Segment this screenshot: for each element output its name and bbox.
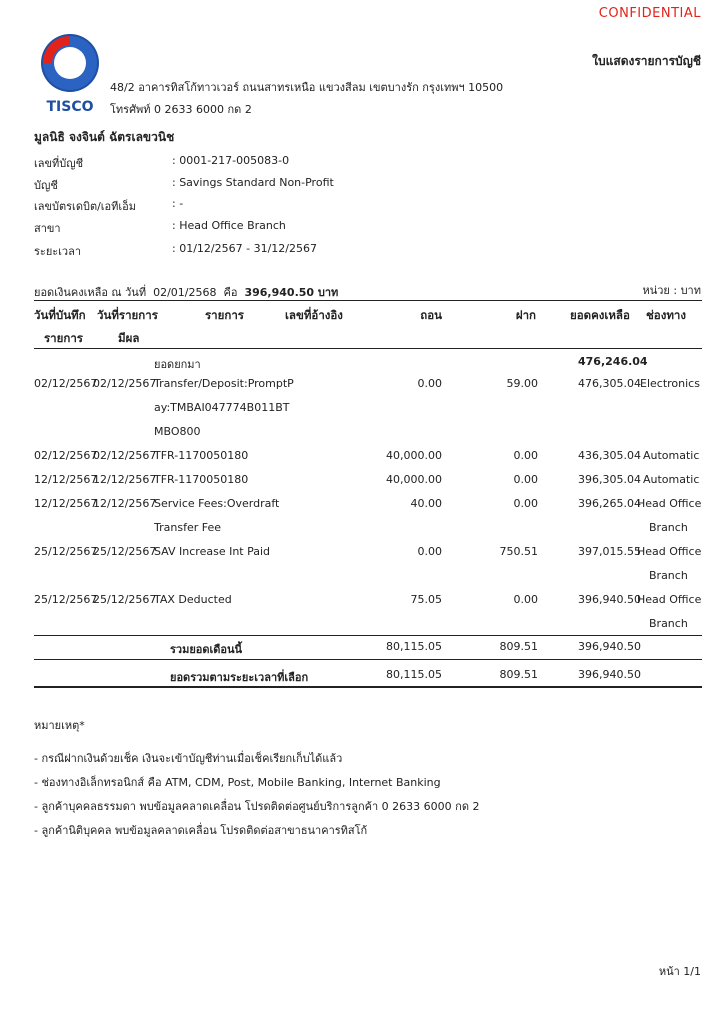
balance-is: คือ: [223, 286, 238, 299]
account-number-label: เลขที่บัญชี: [34, 157, 84, 170]
table-row-record-date: 25/12/2567: [34, 545, 98, 558]
table-row-effective-date: 25/12/2567: [93, 545, 157, 558]
table-row-effective-date: 12/12/2567: [93, 473, 157, 486]
period-total-deposit: 809.51: [499, 668, 538, 681]
header-reference: เลขที่อ้างอิง: [285, 308, 343, 322]
period-label: ระยะเวลา: [34, 245, 82, 258]
table-row-withdraw: 40,000.00: [386, 449, 442, 462]
tisco-logo: [38, 33, 102, 117]
table-row-balance: 396,265.04: [578, 497, 641, 510]
table-row-balance: 396,940.50: [578, 593, 641, 606]
branch-value: : Head Office Branch: [172, 219, 286, 232]
balance-date: 02/01/2568: [153, 286, 217, 299]
table-row-record-date: 02/12/2567: [34, 377, 98, 390]
table-row-channel: Electronics: [640, 377, 700, 390]
balance-prefix: ยอดเงินคงเหลือ ณ วันที่: [34, 286, 147, 299]
debit-card-value: : -: [172, 197, 184, 210]
table-row-deposit: 0.00: [513, 497, 538, 510]
table-row-deposit: 0.00: [513, 473, 538, 486]
header-deposit: ฝาก: [515, 308, 536, 322]
table-row-withdraw: 75.05: [410, 593, 442, 606]
period-value: : 01/12/2567 - 31/12/2567: [172, 242, 317, 255]
document-title: ใบแสดงรายการบัญชี: [592, 54, 701, 68]
customer-name: มูลนิธิ จงจินต์ ฉัตรเลขวนิช: [34, 130, 175, 144]
table-bottom-rule: [34, 686, 702, 688]
month-total-deposit: 809.51: [499, 640, 538, 653]
table-row-record-date: 25/12/2567: [34, 593, 98, 606]
table-row-withdraw: 40,000.00: [386, 473, 442, 486]
header-transaction-2: รายการ: [44, 331, 83, 345]
opening-label: ยอดยกมา: [154, 358, 201, 371]
month-total-label: รวมยอดเดือนนี้: [170, 643, 243, 656]
totals-top-rule: [34, 635, 702, 636]
table-row-balance: 436,305.04: [578, 449, 641, 462]
table-row-effective-date: 02/12/2567: [93, 377, 157, 390]
table-row-record-date: 12/12/2567: [34, 497, 98, 510]
table-row-description: TFR-1170050180: [154, 449, 249, 462]
table-row-channel: Automatic: [643, 449, 700, 462]
table-row-channel: Branch: [649, 569, 688, 582]
header-transaction: รายการ: [205, 308, 244, 322]
table-row-description: Service Fees:Overdraft: [154, 497, 280, 510]
table-row-description: Transfer/Deposit:PromptP: [154, 377, 294, 390]
bank-phone: โทรศัพท์ 0 2633 6000 กด 2: [110, 103, 252, 116]
table-row-deposit: 0.00: [513, 593, 538, 606]
month-total-balance: 396,940.50: [578, 640, 641, 653]
bank-address: 48/2 อาคารทิสโก้ทาวเวอร์ ถนนสาทรเหนือ แขวงสีลม เขตบางรัก กรุงเทพฯ 10500: [110, 81, 504, 94]
totals-middle-rule: [34, 659, 702, 660]
table-row-description: ay:TMBAI047774B011BT: [154, 401, 290, 414]
table-row-record-date: 12/12/2567: [34, 473, 98, 486]
table-row-channel: Branch: [649, 617, 688, 630]
note-item: - กรณีฝากเงินด้วยเช็ค เงินจะเข้าบัญชีท่านเมื่อเช็คเรียกเก็บได้แล้ว: [34, 752, 343, 765]
branch-label: สาขา: [34, 222, 61, 235]
confidential-label: CONFIDENTIAL: [598, 6, 701, 21]
account-type-label: บัญชี: [34, 179, 58, 192]
table-row-withdraw: 0.00: [417, 545, 442, 558]
logo-text: TISCO: [46, 99, 94, 115]
table-row-description: TAX Deducted: [154, 593, 232, 606]
tisco-logo-icon: [38, 33, 102, 117]
note-item: - ช่องทางอิเล็กทรอนิกส์ คือ ATM, CDM, Post, Mobile Banking, Internet Banking: [34, 776, 441, 789]
table-row-channel: Head Office: [637, 593, 702, 606]
table-row-description: SAV Increase Int Paid: [154, 545, 271, 558]
header-effective-date: วันที่รายการ: [97, 308, 158, 322]
table-row-deposit: 59.00: [506, 377, 538, 390]
table-row-withdraw: 40.00: [410, 497, 442, 510]
period-total-label: ยอดรวมตามระยะเวลาที่เลือก: [170, 671, 309, 684]
account-number-value: : 0001-217-005083-0: [172, 154, 290, 167]
header-effective-2: มีผล: [118, 331, 140, 345]
table-row-channel: Branch: [649, 521, 688, 534]
account-type-value: : Savings Standard Non-Profit: [172, 176, 334, 189]
table-row-effective-date: 25/12/2567: [93, 593, 157, 606]
table-row-balance: 397,015.55: [578, 545, 641, 558]
month-total-withdraw: 80,115.05: [386, 640, 442, 653]
table-row-withdraw: 0.00: [417, 377, 442, 390]
table-row-effective-date: 12/12/2567: [93, 497, 157, 510]
table-row-description: Transfer Fee: [154, 521, 221, 534]
note-item: - ลูกค้าบุคคลธรรมดา พบข้อมูลคลาดเคลื่อน โปรดติดต่อศูนย์บริการลูกค้า 0 2633 6000 กด 2: [34, 800, 480, 813]
debit-card-label: เลขบัตรเดบิต/เอทีเอ็ม: [34, 200, 137, 213]
table-row-effective-date: 02/12/2567: [93, 449, 157, 462]
table-row-channel: Automatic: [643, 473, 700, 486]
balance-amount: 396,940.50 บาท: [244, 286, 339, 299]
table-row-balance: 476,305.04: [578, 377, 641, 390]
period-total-withdraw: 80,115.05: [386, 668, 442, 681]
header-balance: ยอดคงเหลือ: [570, 308, 630, 322]
table-row-channel: Head Office: [637, 545, 702, 558]
header-record-date: วันที่บันทึก: [34, 308, 86, 322]
balance-summary: [34, 283, 338, 301]
period-total-balance: 396,940.50: [578, 668, 641, 681]
header-bottom-rule: [34, 348, 702, 349]
table-row-balance: 396,305.04: [578, 473, 641, 486]
table-row-deposit: 0.00: [513, 449, 538, 462]
table-top-rule: [34, 300, 702, 301]
header-withdraw: ถอน: [420, 308, 442, 322]
table-row-deposit: 750.51: [499, 545, 538, 558]
table-row-channel: Head Office: [637, 497, 702, 510]
page-number: หน้า 1/1: [658, 965, 701, 978]
notes-title: หมายเหตุ*: [34, 719, 85, 732]
unit-label: หน่วย : บาท: [642, 284, 701, 297]
note-item: - ลูกค้านิติบุคคล พบข้อมูลคลาดเคลื่อน โปรดติดต่อสาขาธนาคารทิสโก้: [34, 824, 368, 837]
header-channel: ช่องทาง: [646, 308, 686, 322]
table-row-record-date: 02/12/2567: [34, 449, 98, 462]
table-row-description: MBO800: [154, 425, 201, 438]
opening-balance: 476,246.04: [578, 355, 648, 368]
table-row-description: TFR-1170050180: [154, 473, 249, 486]
